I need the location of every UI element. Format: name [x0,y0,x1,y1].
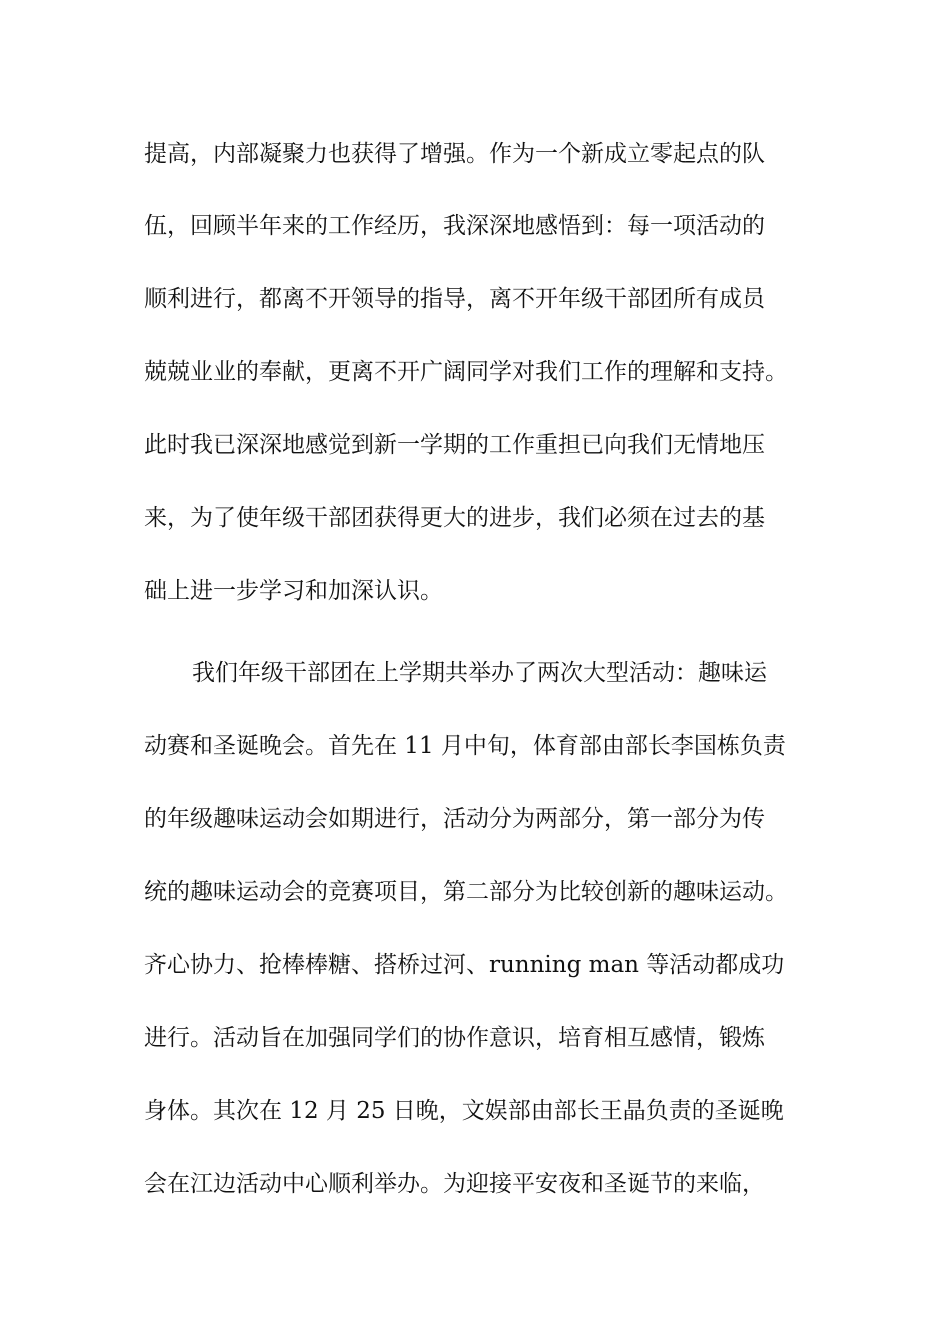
text-line: 会在江边活动中心顺利举办。为迎接平安夜和圣诞节的来临， [144,1171,765,1197]
text-line: 进行。活动旨在加强同学们的协作意识，培育相互感情，锻炼 [144,1025,765,1051]
text-line: 统的趣味运动会的竞赛项目，第二部分为比较创新的趣味运动。 [144,879,788,905]
text-line: 提高，内部凝聚力也获得了增强。作为一个新成立零起点的队 [144,141,765,167]
text-line: 伍，回顾半年来的工作经历，我深深地感悟到：每一项活动的 [144,213,765,239]
text-line: 身体。其次在 12 月 25 日晚，文娱部由部长王晶负责的圣诞晚 [144,1098,784,1124]
text-line: 础上进一步学习和加深认识。 [144,578,443,604]
paragraph-first-line: 我们年级干部团在上学期共举办了两次大型活动：趣味运 [192,660,767,686]
text-line: 动赛和圣诞晚会。首先在 11 月中旬，体育部由部长李国栋负责 [144,733,786,759]
text-line: 顺利进行，都离不开领导的指导，离不开年级干部团所有成员 [144,286,765,312]
text-line: 齐心协力、抢棒棒糖、搭桥过河、running man 等活动都成功 [144,952,785,978]
text-line: 此时我已深深地感觉到新一学期的工作重担已向我们无情地压 [144,432,765,458]
text-line: 的年级趣味运动会如期进行，活动分为两部分，第一部分为传 [144,806,765,832]
text-line: 兢兢业业的奉献，更离不开广阔同学对我们工作的理解和支持。 [144,359,788,385]
text-line: 来，为了使年级干部团获得更大的进步，我们必须在过去的基 [144,505,765,531]
